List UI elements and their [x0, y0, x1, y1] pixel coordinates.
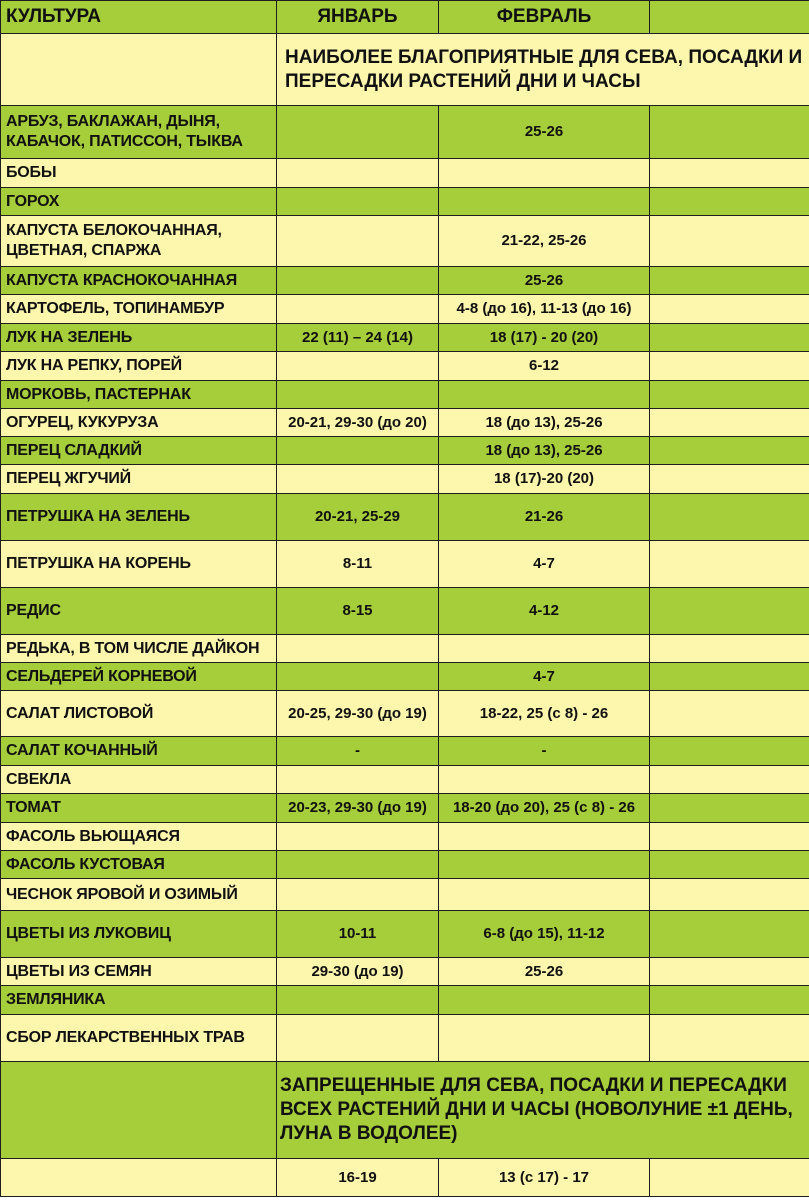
january-cell: - — [277, 737, 439, 766]
january-cell — [277, 823, 439, 851]
february-cell: 25-26 — [439, 958, 650, 986]
table-row — [1, 324, 809, 352]
table-row — [1, 766, 809, 794]
january-cell — [277, 295, 439, 324]
february-cell — [439, 159, 650, 188]
february-cell: 18-20 (до 20), 25 (с 8) - 26 — [439, 794, 650, 823]
january-cell — [277, 663, 439, 691]
header-crop: КУЛЬТУРА — [1, 1, 277, 34]
extra-cell — [650, 663, 809, 691]
table-row — [1, 879, 809, 911]
crop-cell: КАПУСТА БЕЛОКОЧАННАЯ, ЦВЕТНАЯ, СПАРЖА — [1, 216, 277, 267]
table-row — [1, 437, 809, 465]
extra-cell — [650, 851, 809, 879]
crop-cell: ФАСОЛЬ ВЬЮЩАЯСЯ — [1, 823, 277, 851]
table-row — [1, 635, 809, 663]
crop-cell: СЕЛЬДЕРЕЙ КОРНЕВОЙ — [1, 663, 277, 691]
february-cell — [439, 635, 650, 663]
table-row — [1, 691, 809, 737]
january-cell: 8-15 — [277, 588, 439, 635]
january-cell — [277, 1015, 439, 1062]
january-cell — [277, 766, 439, 794]
favorable-title-spacer — [1, 34, 277, 106]
crop-cell: БОБЫ — [1, 159, 277, 188]
crop-cell: РЕДИС — [1, 588, 277, 635]
february-cell: 21-26 — [439, 494, 650, 541]
february-cell: 18-22, 25 (с 8) - 26 — [439, 691, 650, 737]
extra-cell — [650, 352, 809, 381]
table-row — [1, 295, 809, 324]
february-cell: 6-8 (до 15), 11-12 — [439, 911, 650, 958]
february-cell: - — [439, 737, 650, 766]
extra-cell — [650, 766, 809, 794]
february-cell: 4-12 — [439, 588, 650, 635]
table-row — [1, 823, 809, 851]
extra-cell — [650, 324, 809, 352]
forbidden-january: 16-19 — [277, 1159, 439, 1197]
table-row — [1, 494, 809, 541]
table-row — [1, 352, 809, 381]
january-cell — [277, 106, 439, 159]
crop-cell: ЦВЕТЫ ИЗ ЛУКОВИЦ — [1, 911, 277, 958]
table-row — [1, 381, 809, 409]
extra-cell — [650, 635, 809, 663]
table-row — [1, 188, 809, 216]
extra-cell — [650, 437, 809, 465]
table-row — [1, 465, 809, 494]
january-cell: 10-11 — [277, 911, 439, 958]
header-extra — [650, 1, 809, 34]
january-cell — [277, 437, 439, 465]
extra-cell — [650, 958, 809, 986]
february-cell — [439, 1015, 650, 1062]
january-cell: 29-30 (до 19) — [277, 958, 439, 986]
crop-cell: ФАСОЛЬ КУСТОВАЯ — [1, 851, 277, 879]
crop-cell: ПЕТРУШКА НА ЗЕЛЕНЬ — [1, 494, 277, 541]
extra-cell — [650, 216, 809, 267]
crop-cell: ТОМАТ — [1, 794, 277, 823]
february-cell — [439, 381, 650, 409]
february-cell: 18 (17)-20 (20) — [439, 465, 650, 494]
extra-cell — [650, 188, 809, 216]
crop-cell: ОГУРЕЦ, КУКУРУЗА — [1, 409, 277, 437]
extra-cell — [650, 1015, 809, 1062]
extra-cell — [650, 494, 809, 541]
january-cell — [277, 381, 439, 409]
february-cell: 25-26 — [439, 106, 650, 159]
february-cell — [439, 766, 650, 794]
table-row — [1, 1015, 809, 1062]
forbidden-title-spacer — [1, 1062, 277, 1159]
table-row — [1, 409, 809, 437]
crop-cell: ПЕРЕЦ СЛАДКИЙ — [1, 437, 277, 465]
february-cell: 4-7 — [439, 541, 650, 588]
extra-cell — [650, 465, 809, 494]
crop-cell: САЛАТ ЛИСТОВОЙ — [1, 691, 277, 737]
crop-cell: КАПУСТА КРАСНОКОЧАННАЯ — [1, 267, 277, 295]
february-cell: 18 (до 13), 25-26 — [439, 409, 650, 437]
forbidden-dates-row — [1, 1159, 809, 1197]
table-row — [1, 159, 809, 188]
extra-cell — [650, 879, 809, 911]
crop-cell: РЕДЬКА, В ТОМ ЧИСЛЕ ДАЙКОН — [1, 635, 277, 663]
forbidden-title: ЗАПРЕЩЕННЫЕ ДЛЯ СЕВА, ПОСАДКИ И ПЕРЕСАДКИ ВСЕХ РАСТЕНИЙ ДНИ И ЧАСЫ (НОВОЛУНИЕ ±1 ДЕНЬ, ЛУНА В ВОДОЛЕЕ) — [277, 1062, 809, 1159]
february-cell — [439, 188, 650, 216]
crop-cell: ЛУК НА ЗЕЛЕНЬ — [1, 324, 277, 352]
table-row — [1, 794, 809, 823]
january-cell: 22 (11) – 24 (14) — [277, 324, 439, 352]
extra-cell — [650, 267, 809, 295]
extra-cell — [650, 911, 809, 958]
crop-cell: АРБУЗ, БАКЛАЖАН, ДЫНЯ, КАБАЧОК, ПАТИССОН, ТЫКВА — [1, 106, 277, 159]
forbidden-february: 13 (с 17) - 17 — [439, 1159, 650, 1197]
forbidden-extra — [650, 1159, 809, 1197]
january-cell — [277, 635, 439, 663]
february-cell: 25-26 — [439, 267, 650, 295]
february-cell — [439, 986, 650, 1015]
extra-cell — [650, 823, 809, 851]
table-row — [1, 958, 809, 986]
crop-cell: ЦВЕТЫ ИЗ СЕМЯН — [1, 958, 277, 986]
table-row — [1, 541, 809, 588]
crop-cell: СВЕКЛА — [1, 766, 277, 794]
february-cell — [439, 851, 650, 879]
february-cell — [439, 823, 650, 851]
january-cell — [277, 851, 439, 879]
table-row — [1, 986, 809, 1015]
favorable-title: НАИБОЛЕЕ БЛАГОПРИЯТНЫЕ ДЛЯ СЕВА, ПОСАДКИ И ПЕРЕСАДКИ РАСТЕНИЙ ДНИ И ЧАСЫ — [277, 34, 809, 106]
january-cell: 20-25, 29-30 (до 19) — [277, 691, 439, 737]
january-cell — [277, 879, 439, 911]
table-row — [1, 267, 809, 295]
table-row — [1, 663, 809, 691]
january-cell: 20-21, 25-29 — [277, 494, 439, 541]
crop-cell: КАРТОФЕЛЬ, ТОПИНАМБУР — [1, 295, 277, 324]
january-cell: 20-23, 29-30 (до 19) — [277, 794, 439, 823]
january-cell: 8-11 — [277, 541, 439, 588]
forbidden-dates-spacer — [1, 1159, 277, 1197]
crop-cell: ГОРОХ — [1, 188, 277, 216]
table-row — [1, 851, 809, 879]
forbidden-title-row — [1, 1062, 809, 1159]
february-cell: 4-8 (до 16), 11-13 (до 16) — [439, 295, 650, 324]
crop-cell: ЗЕМЛЯНИКА — [1, 986, 277, 1015]
february-cell: 4-7 — [439, 663, 650, 691]
january-cell — [277, 986, 439, 1015]
header-row — [1, 1, 809, 34]
favorable-title-row — [1, 34, 809, 106]
extra-cell — [650, 986, 809, 1015]
extra-cell — [650, 541, 809, 588]
january-cell: 20-21, 29-30 (до 20) — [277, 409, 439, 437]
january-cell — [277, 216, 439, 267]
crop-cell: МОРКОВЬ, ПАСТЕРНАК — [1, 381, 277, 409]
extra-cell — [650, 159, 809, 188]
extra-cell — [650, 381, 809, 409]
february-cell: 18 (17) - 20 (20) — [439, 324, 650, 352]
crop-cell: ПЕТРУШКА НА КОРЕНЬ — [1, 541, 277, 588]
february-cell: 6-12 — [439, 352, 650, 381]
february-cell — [439, 879, 650, 911]
extra-cell — [650, 106, 809, 159]
header-february: ФЕВРАЛЬ — [439, 1, 650, 34]
extra-cell — [650, 409, 809, 437]
extra-cell — [650, 691, 809, 737]
january-cell — [277, 465, 439, 494]
crop-cell: ПЕРЕЦ ЖГУЧИЙ — [1, 465, 277, 494]
extra-cell — [650, 794, 809, 823]
january-cell — [277, 267, 439, 295]
january-cell — [277, 188, 439, 216]
table-row — [1, 911, 809, 958]
table-row — [1, 216, 809, 267]
january-cell — [277, 352, 439, 381]
extra-cell — [650, 737, 809, 766]
crop-cell: САЛАТ КОЧАННЫЙ — [1, 737, 277, 766]
table-row — [1, 106, 809, 159]
table-row — [1, 737, 809, 766]
table-row — [1, 588, 809, 635]
crop-cell: СБОР ЛЕКАРСТВЕННЫХ ТРАВ — [1, 1015, 277, 1062]
crop-cell: ЛУК НА РЕПКУ, ПОРЕЙ — [1, 352, 277, 381]
extra-cell — [650, 295, 809, 324]
header-january: ЯНВАРЬ — [277, 1, 439, 34]
january-cell — [277, 159, 439, 188]
february-cell: 18 (до 13), 25-26 — [439, 437, 650, 465]
february-cell: 21-22, 25-26 — [439, 216, 650, 267]
crop-cell: ЧЕСНОК ЯРОВОЙ И ОЗИМЫЙ — [1, 879, 277, 911]
extra-cell — [650, 588, 809, 635]
